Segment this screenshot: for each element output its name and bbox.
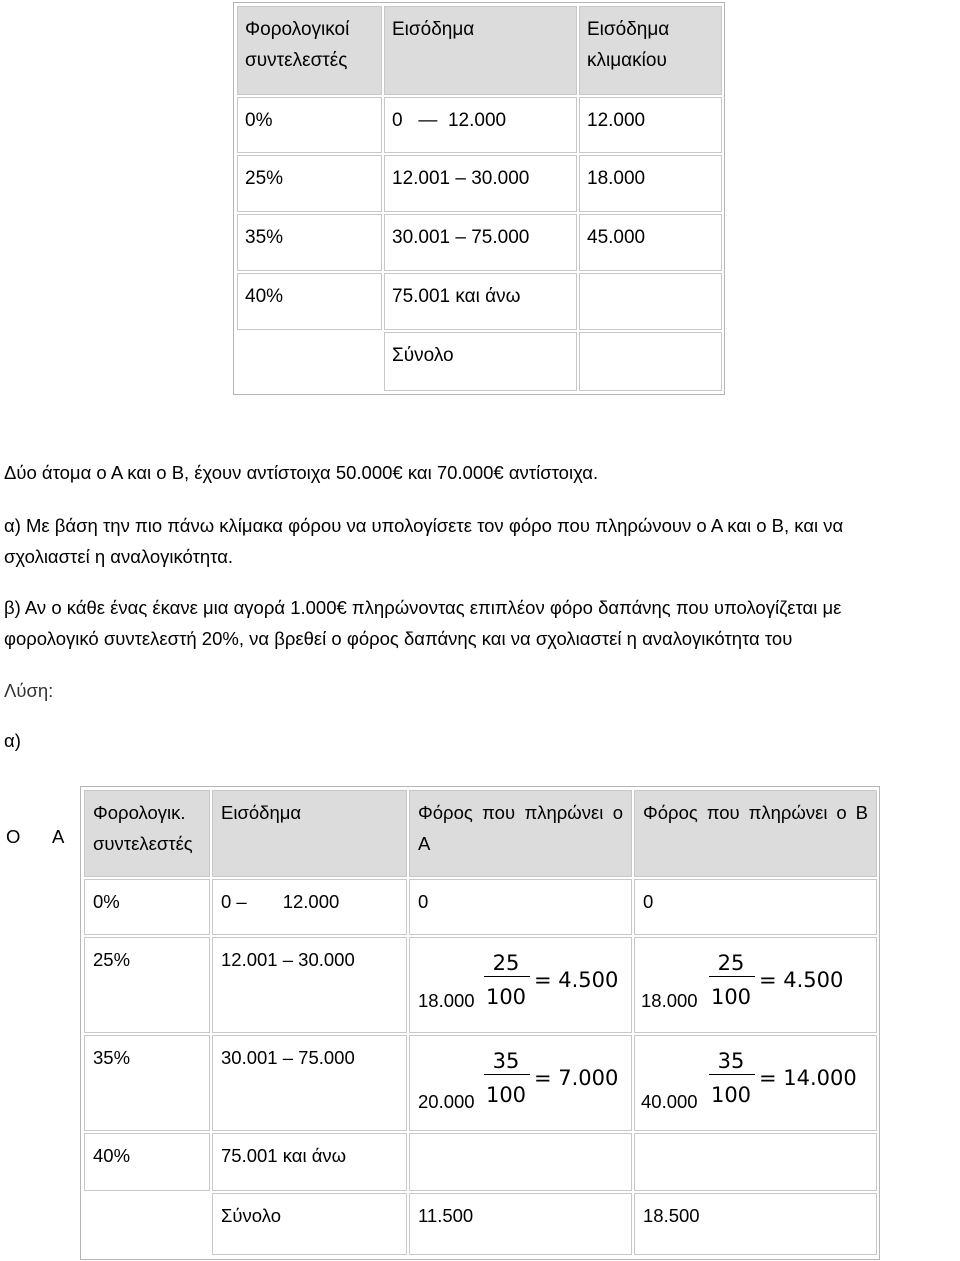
t2-row-1-rate: 25%: [84, 937, 210, 1033]
row-1-rate: 25%: [237, 155, 382, 212]
total-row-value: [579, 332, 722, 391]
t2-header-tax-b: Φόρος που πληρώνει ο Β: [634, 790, 877, 877]
calc-25-b-fraction-bar: [709, 976, 755, 977]
question-b-line2: φορολογικό συντελεστή 20%, να βρεθεί ο φόρος δαπάνης και να σχολιαστεί η αναλογικότητα του: [4, 628, 793, 649]
calc-25-b-result: = 4.500: [759, 968, 844, 992]
t2-row-0-tax-a: 0: [409, 879, 632, 935]
row-1-bracket: 18.000: [579, 155, 722, 212]
row-3-income: 75.001 και άνω: [384, 273, 577, 330]
row-0-income: 0 — 12.000: [384, 97, 577, 153]
tax-calculation-table: [80, 786, 880, 1260]
question-a-line2: σχολιαστεί η αναλογικότητα.: [4, 546, 234, 567]
t2-row-0-income: 0 – 12.000: [212, 879, 407, 935]
t2-header-income: Εισόδημα: [212, 790, 407, 877]
t2-row-3-income: 75.001 και άνω: [212, 1133, 407, 1191]
calc-35-a-denominator: 100: [485, 1083, 527, 1107]
calc-25-a-multiplier: 18.000: [418, 990, 475, 1011]
t2-row-1-income: 12.001 – 30.000: [212, 937, 407, 1033]
row-3-rate: 40%: [237, 273, 382, 330]
t2-row-3-tax-b: [634, 1133, 877, 1191]
row-2-income: 30.001 – 75.000: [384, 214, 577, 271]
t2-total-label: Σύνολο: [212, 1193, 407, 1255]
question-b-line1: β) Αν ο κάθε ένας έκανε μια αγορά 1.000€ πληρώνοντας επιπλέον φόρο δαπάνης που υπολογίζεται με: [4, 597, 842, 618]
t2-row-1-tax-b: [634, 937, 877, 1033]
t2-row-2-tax-b: [634, 1035, 877, 1131]
side-label-o: Ο: [6, 826, 21, 847]
row-3-bracket: [579, 273, 722, 330]
header-rates: Φορολογικοί συντελεστές: [237, 6, 382, 95]
calc-25-a-result: = 4.500: [534, 968, 619, 992]
calc-25-a-denominator: 100: [485, 985, 527, 1009]
tax-bracket-table: [233, 2, 725, 395]
t2-header-rates: Φορολογικ. συντελεστές: [84, 790, 210, 877]
t2-row-3-rate: 40%: [84, 1133, 210, 1191]
t2-row-0-tax-b: 0: [634, 879, 877, 935]
calc-25-a-fraction-bar: [484, 976, 530, 977]
side-label-a: Α: [52, 826, 65, 847]
part-a-label: α): [4, 730, 21, 751]
calc-25-b-denominator: 100: [710, 985, 752, 1009]
row-1-income: 12.001 – 30.000: [384, 155, 577, 212]
header-bracket-income: Εισόδημα κλιμακίου: [579, 6, 722, 95]
t2-row-2-rate: 35%: [84, 1035, 210, 1131]
question-a-line1: α) Με βάση την πιο πάνω κλίμακα φόρου να υπολογίσετε τον φόρο που πληρώνουν ο Α και ο Β, και να: [4, 515, 844, 536]
t2-row-3-tax-a: [409, 1133, 632, 1191]
calc-25-b-multiplier: 18.000: [641, 990, 698, 1011]
row-0-bracket: 12.000: [579, 97, 722, 153]
total-row-label: Σύνολο: [384, 332, 577, 391]
calc-35-b-denominator: 100: [710, 1083, 752, 1107]
calc-35-b-fraction-bar: [709, 1074, 755, 1075]
solution-label: Λύση:: [4, 680, 54, 701]
t2-row-2-income: 30.001 – 75.000: [212, 1035, 407, 1131]
calc-35-a-numerator: 35: [492, 1049, 520, 1073]
total-row-empty: [237, 332, 382, 391]
calc-35-a-fraction-bar: [484, 1074, 530, 1075]
calc-35-a-multiplier: 20.000: [418, 1091, 475, 1112]
t2-header-tax-a: Φόρος που πληρώνει ο Α: [409, 790, 632, 877]
t2-row-2-tax-a: [409, 1035, 632, 1131]
calc-35-a-result: = 7.000: [534, 1066, 619, 1090]
t2-row-0-rate: 0%: [84, 879, 210, 935]
row-2-rate: 35%: [237, 214, 382, 271]
row-0-rate: 0%: [237, 97, 382, 153]
row-2-bracket: 45.000: [579, 214, 722, 271]
header-income: Εισόδημα: [384, 6, 577, 95]
intro-text: Δύο άτομα ο Α και ο Β, έχουν αντίστοιχα 50.000€ και 70.000€ αντίστοιχα.: [4, 462, 599, 483]
calc-25-a-numerator: 25: [492, 951, 520, 975]
t2-row-1-tax-a: [409, 937, 632, 1033]
calc-35-b-multiplier: 40.000: [641, 1091, 698, 1112]
calc-35-b-numerator: 35: [717, 1049, 745, 1073]
t2-total-tax-b: 18.500: [634, 1193, 877, 1255]
t2-total-tax-a: 11.500: [409, 1193, 632, 1255]
calc-25-b-numerator: 25: [717, 951, 745, 975]
t2-total-empty: [84, 1193, 210, 1255]
calc-35-b-result: = 14.000: [759, 1066, 857, 1090]
